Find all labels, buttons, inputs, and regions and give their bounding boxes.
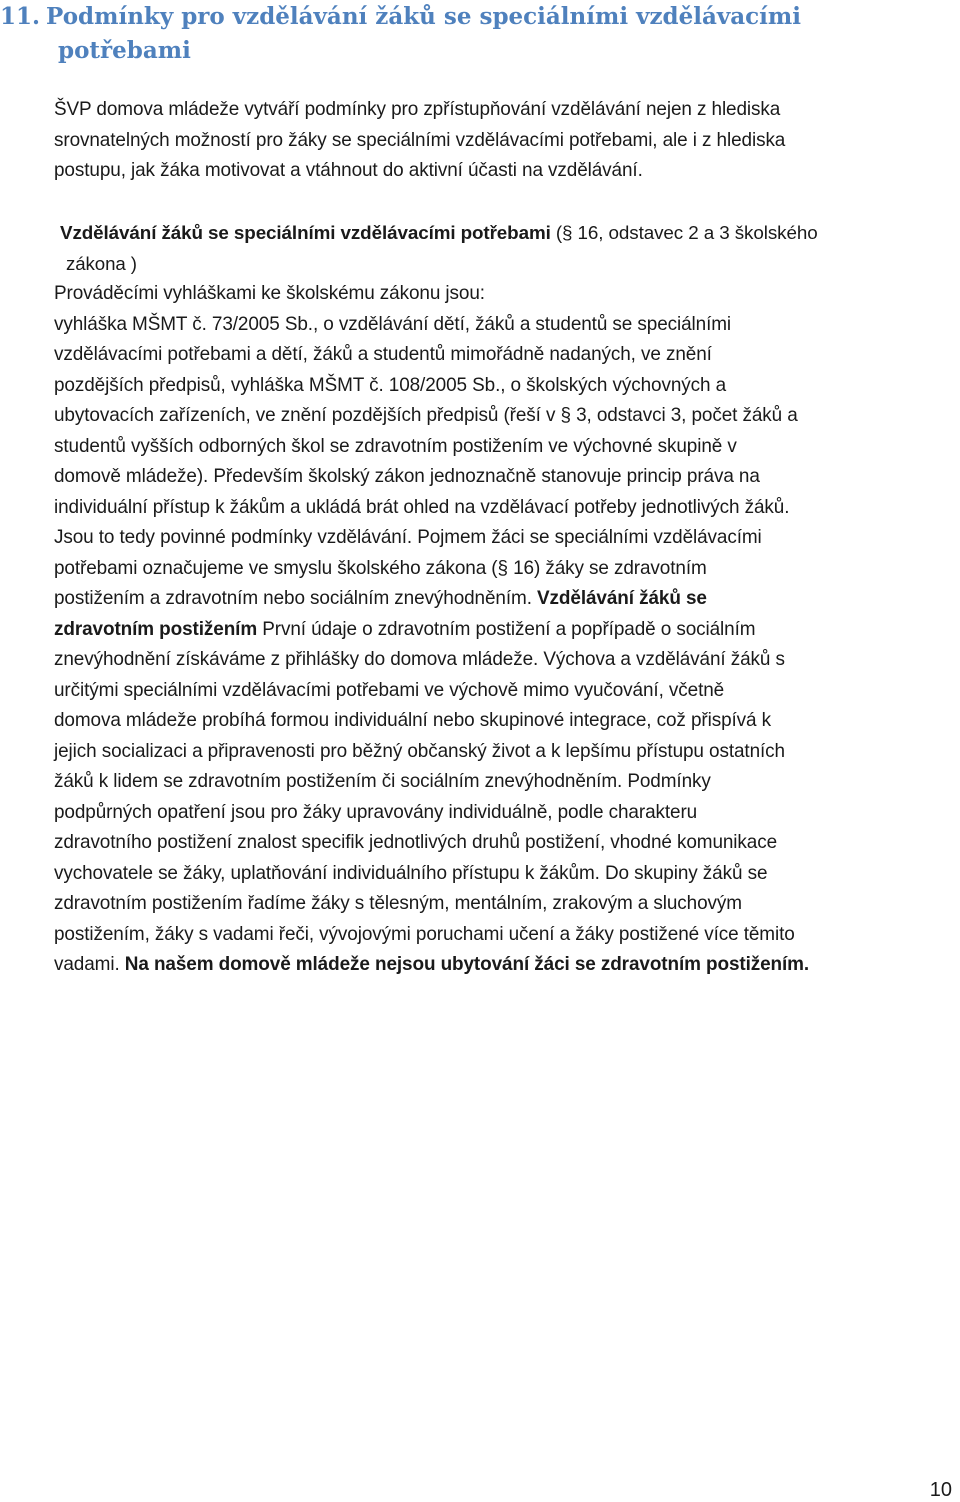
heading-title-part-1: Podmínky pro vzdělávání žáků se speciálními vzdělávacími [46,3,801,30]
body-line [54,950,960,981]
body-line: znevýhodnění získáváme z přihlášky do domova mládeže. Výchova a vzdělávání žáků s [54,649,785,670]
bold-text: Na našem domově mládeže nejsou ubytování žáci se zdravotním postižením. [124,954,810,975]
body-line: domova mládeže probíhá formou individuální nebo skupinové integrace, což přispívá k [54,710,772,731]
body-line: zdravotním postižením řadíme žáky s tělesným, mentálním, zrakovým a sluchovým [54,893,742,914]
body-text: (§ 16, odstavec 2 a 3 školského [550,222,818,243]
intro-line: postupu, jak žáka motivovat a vtáhnout do aktivní účasti na vzdělávání. [54,160,643,181]
body-line: Jsou to tedy povinné podmínky vzdělávání. Pojmem žáci se speciálními vzdělávacími [54,527,762,548]
page-number: 10 [929,1479,952,1501]
body-line: pozdějších předpisů, vyhláška MŠMT č. 108/2005 Sb., o školských výchovných a [54,374,727,396]
body-line: postižením, žáky s vadami řeči, vývojovými poruchami učení a žáky postižené více těmito [54,923,795,945]
section-heading [0,0,900,68]
body-text: vadami. [54,954,125,975]
body-line: Prováděcími vyhláškami ke školskému zákonu jsou: [54,283,485,304]
body-line: studentů vyšších odborných škol se zdravotním postižením ve výchovné skupině v [54,435,737,457]
heading-title-part-2: potřebami [58,37,191,64]
body-line: zdravotního postižení znalost specifik jednotlivých druhů postižení, vhodné komunikace [54,832,778,853]
intro-paragraph [54,95,960,187]
body-line: domově mládeže). Především školský zákon jednoznačně stanovuje princip práva na [54,466,760,487]
body-line: žáků k lidem se zdravotním postižením či sociálním znevýhodněním. Podmínky [54,771,711,792]
body-line: zákona ) [66,252,137,274]
bold-text: Vzdělávání žáků se speciálními vzdělávacími potřebami [60,222,551,243]
body-line [54,615,960,646]
body-line [54,218,960,249]
body-line [54,584,960,615]
intro-line: ŠVP domova mládeže vytváří podmínky pro zpřístupňování vzdělávání nejen z hlediska [54,99,781,120]
bold-text: zdravotním postižením [54,618,258,640]
body-line: potřebami označujeme ve smyslu školského zákona (§ 16) žáky se zdravotním [54,557,707,579]
body-paragraph [54,218,960,981]
heading-number: 11. [0,3,41,30]
body-text: postižením a zdravotním nebo sociálním znevýhodněním. [54,588,538,609]
body-text: První údaje o zdravotním postižení a popřípadě o sociálním [257,618,756,640]
body-line: vychovatele se žáky, uplatňování individuálního přístupu k žákům. Do skupiny žáků se [54,862,768,884]
body-line: podpůrných opatření jsou pro žáky upravovány individuálně, podle charakteru [54,801,698,823]
intro-line: srovnatelných možností pro žáky se speciálními vzdělávacími potřebami, ale i z hlediska [54,129,786,151]
body-line: individuální přístup k žákům a ukládá brát ohled na vzdělávací potřeby jednotlivých žáků. [54,496,790,518]
heading-line-1 [0,0,900,34]
body-line: určitými speciálními vzdělávacími potřebami ve výchově mimo vyučování, včetně [54,679,725,701]
body-line: ubytovacích zařízeních, ve znění pozdějších předpisů (řeší v § 3, odstavci 3, počet žáků a [54,405,798,426]
body-line: vzdělávacími potřebami a dětí, žáků a studentů mimořádně nadaných, ve znění [54,344,712,365]
body-line: jejich socializaci a připravenosti pro běžný občanský život a k lepšímu přístupu ostatních [54,740,785,762]
body-line: vyhláška MŠMT č. 73/2005 Sb., o vzdělávání dětí, žáků a studentů se speciálními [54,313,732,335]
bold-text: Vzdělávání žáků se [537,588,707,609]
